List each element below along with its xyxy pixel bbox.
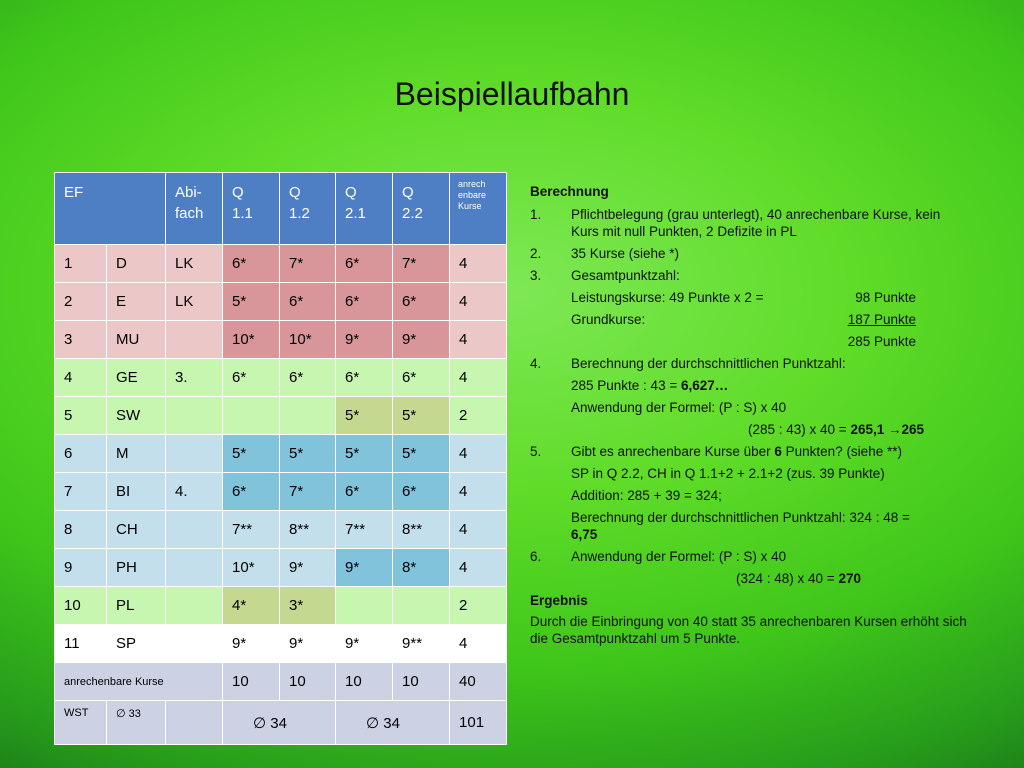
cell-abi bbox=[166, 625, 223, 663]
cell-sum: 2 bbox=[450, 587, 507, 625]
cell-nr: 2 bbox=[55, 283, 107, 321]
cell-q21: 6* bbox=[336, 359, 393, 397]
cell-q21: 9* bbox=[336, 321, 393, 359]
header-abifach: Abi- fach bbox=[166, 173, 223, 245]
cell-fach: PL bbox=[107, 587, 166, 625]
cell-fach: MU bbox=[107, 321, 166, 359]
cell-sum: 4 bbox=[450, 321, 507, 359]
calc-item-text: Pflichtbelegung (grau unterlegt), 40 anrechenbare Kurse, kein Kurs mit null Punkten, 2 Defizite in PL bbox=[571, 207, 941, 239]
cell-abi: 4. bbox=[166, 473, 223, 511]
cell-fach: CH bbox=[107, 511, 166, 549]
cell-nr: 3 bbox=[55, 321, 107, 359]
cell-fach: E bbox=[107, 283, 166, 321]
calc-text: Berechnung der durchschnittlichen Punktzahl: 324 : 48 = bbox=[571, 510, 910, 525]
calc-item-5b: Addition: 285 + 39 = 324; bbox=[571, 488, 722, 503]
cell-q21: 7** bbox=[336, 511, 393, 549]
cell-q21: 5* bbox=[336, 435, 393, 473]
cell-q11: 6* bbox=[223, 245, 280, 283]
table-row-anrechenbare bbox=[55, 663, 507, 701]
cell-q12: 3* bbox=[280, 587, 336, 625]
cell-q12: 7* bbox=[280, 245, 336, 283]
cell-q11: 5* bbox=[223, 435, 280, 473]
calc-item-4a bbox=[530, 377, 970, 394]
cell-q12: 5* bbox=[280, 435, 336, 473]
table-row bbox=[55, 625, 507, 663]
cell-q12 bbox=[280, 397, 336, 435]
calc-bold: 6,75 bbox=[571, 527, 598, 542]
calc-text: Gibt es anrechenbare Kurse über bbox=[571, 444, 775, 459]
cell-q12: 10* bbox=[280, 321, 336, 359]
calc-lk-line bbox=[530, 289, 970, 306]
calc-item-number: 3. bbox=[530, 268, 542, 283]
wst-sum: 101 bbox=[450, 701, 507, 745]
gk-value: 187 Punkte bbox=[847, 312, 916, 327]
cell-abi bbox=[166, 511, 223, 549]
wst-ef: ∅ 33 bbox=[107, 701, 166, 745]
cell-fach: GE bbox=[107, 359, 166, 397]
calc-item-5c bbox=[530, 509, 970, 543]
cell-q12: 9* bbox=[280, 625, 336, 663]
cell-sum: 4 bbox=[450, 283, 507, 321]
cell-q11: 10* bbox=[223, 549, 280, 587]
cell-q21: 6* bbox=[336, 473, 393, 511]
cell-abi: LK bbox=[166, 283, 223, 321]
cell-abi: 3. bbox=[166, 359, 223, 397]
calc-item-number: 6. bbox=[530, 549, 542, 564]
calc-item-4 bbox=[530, 355, 970, 372]
cell-q21: 6* bbox=[336, 245, 393, 283]
header-q12: Q 1.2 bbox=[280, 173, 336, 245]
cell-fach: SP bbox=[107, 625, 166, 663]
cell-q22: 9* bbox=[393, 321, 450, 359]
cell-sum: 4 bbox=[450, 435, 507, 473]
cell-q12: 6* bbox=[280, 283, 336, 321]
cell-nr: 4 bbox=[55, 359, 107, 397]
cell-fach: PH bbox=[107, 549, 166, 587]
gk-label: Grundkurse: bbox=[571, 312, 646, 327]
cell-q22: 5* bbox=[393, 397, 450, 435]
cell-q22 bbox=[393, 587, 450, 625]
header-anrechenbare: anrech enbare Kurse bbox=[450, 173, 507, 245]
calc-text: (324 : 48) x 40 = bbox=[736, 571, 839, 586]
cell-q21: 10 bbox=[336, 663, 393, 701]
cell-q21: 9* bbox=[336, 625, 393, 663]
cell-sum: 4 bbox=[450, 625, 507, 663]
calc-item-4b: Anwendung der Formel: (P : S) x 40 bbox=[571, 400, 787, 415]
cell-q12: 8** bbox=[280, 511, 336, 549]
calc-item-2 bbox=[530, 245, 970, 262]
cell-q12: 10 bbox=[280, 663, 336, 701]
cell-q11: 7** bbox=[223, 511, 280, 549]
cell-q11: 4* bbox=[223, 587, 280, 625]
cell-abi bbox=[166, 397, 223, 435]
table-row bbox=[55, 587, 507, 625]
calc-item-number: 5. bbox=[530, 444, 542, 459]
cell-q21: 9* bbox=[336, 549, 393, 587]
header-q22: Q 2.2 bbox=[393, 173, 450, 245]
cell-nr: 8 bbox=[55, 511, 107, 549]
cell-q22: 5* bbox=[393, 435, 450, 473]
cell-q21: 5* bbox=[336, 397, 393, 435]
cell-q22: 8** bbox=[393, 511, 450, 549]
cell-nr: 9 bbox=[55, 549, 107, 587]
cell-q11 bbox=[223, 397, 280, 435]
cell-q11: 6* bbox=[223, 359, 280, 397]
cell-sum: 4 bbox=[450, 511, 507, 549]
table-row bbox=[55, 283, 507, 321]
cell-q12: 6* bbox=[280, 359, 336, 397]
calc-text: Punkten? (siehe **) bbox=[781, 444, 902, 459]
cell-sum: 4 bbox=[450, 473, 507, 511]
calc-gk-line bbox=[530, 311, 970, 328]
cell-nr: 7 bbox=[55, 473, 107, 511]
calc-item-text: Anwendung der Formel: (P : S) x 40 bbox=[571, 549, 787, 564]
cell-sum: 40 bbox=[450, 663, 507, 701]
cell-q22: 9** bbox=[393, 625, 450, 663]
cell-q22: 6* bbox=[393, 473, 450, 511]
calc-item-6a bbox=[530, 570, 970, 587]
table-row bbox=[55, 473, 507, 511]
cell-nr: 5 bbox=[55, 397, 107, 435]
cell-q21: 6* bbox=[336, 283, 393, 321]
table-row bbox=[55, 359, 507, 397]
table-row-wst bbox=[55, 701, 507, 745]
calc-item-number: 4. bbox=[530, 356, 542, 371]
course-table bbox=[54, 172, 507, 745]
wst-empty bbox=[166, 701, 223, 745]
table-row bbox=[55, 549, 507, 587]
cell-fach: M bbox=[107, 435, 166, 473]
calc-bold: 270 bbox=[838, 571, 861, 586]
anrechenbare-label: anrechenbare Kurse bbox=[55, 663, 223, 701]
cell-q11: 10 bbox=[223, 663, 280, 701]
table-row bbox=[55, 511, 507, 549]
result-text: Durch die Einbringung von 40 statt 35 anrechenbaren Kursen erhöht sich die Gesamtpunktzahl um 5 Punkte. bbox=[530, 614, 967, 646]
calc-bold: 265,1 →265 bbox=[850, 422, 924, 437]
calc-text: 285 Punkte : 43 = bbox=[571, 378, 681, 393]
calc-item-6 bbox=[530, 548, 970, 565]
calc-text: (285 : 43) x 40 = bbox=[748, 422, 851, 437]
calc-heading: Berechnung bbox=[530, 184, 609, 199]
cell-abi bbox=[166, 435, 223, 473]
calc-item-3 bbox=[530, 267, 970, 284]
calc-item-4c bbox=[530, 421, 970, 438]
cell-nr: 6 bbox=[55, 435, 107, 473]
cell-q22: 10 bbox=[393, 663, 450, 701]
lk-label: Leistungskurse: 49 Punkte x 2 = bbox=[571, 290, 764, 305]
cell-fach: BI bbox=[107, 473, 166, 511]
cell-sum: 4 bbox=[450, 549, 507, 587]
wst-q2: ∅ 34 bbox=[336, 701, 450, 745]
calc-item-text: Gesamtpunktzahl: bbox=[571, 268, 680, 283]
cell-q22: 6* bbox=[393, 283, 450, 321]
cell-q22: 6* bbox=[393, 359, 450, 397]
cell-sum: 2 bbox=[450, 397, 507, 435]
cell-abi bbox=[166, 587, 223, 625]
calc-item-number: 2. bbox=[530, 246, 542, 261]
calc-item-text: Berechnung der durchschnittlichen Punktzahl: bbox=[571, 356, 846, 371]
calc-bold: 6 bbox=[774, 444, 782, 459]
calc-item-5 bbox=[530, 443, 970, 460]
cell-q12: 7* bbox=[280, 473, 336, 511]
calc-item-number: 1. bbox=[530, 207, 542, 222]
table-header-row bbox=[55, 173, 507, 245]
table-row bbox=[55, 321, 507, 359]
slide-title: Beispiellaufbahn bbox=[394, 76, 630, 112]
header-q11: Q 1.1 bbox=[223, 173, 280, 245]
cell-q11: 5* bbox=[223, 283, 280, 321]
cell-q22: 7* bbox=[393, 245, 450, 283]
calc-item-5a: SP in Q 2.2, CH in Q 1.1+2 + 2.1+2 (zus. 39 Punkte) bbox=[571, 466, 885, 481]
cell-q12: 9* bbox=[280, 549, 336, 587]
header-ef: EF bbox=[55, 173, 166, 245]
cell-sum: 4 bbox=[450, 245, 507, 283]
cell-abi: LK bbox=[166, 245, 223, 283]
calc-total-line bbox=[530, 333, 970, 350]
total-value: 285 Punkte bbox=[847, 334, 916, 349]
cell-q11: 10* bbox=[223, 321, 280, 359]
calc-item-1 bbox=[530, 206, 970, 240]
lk-value: 98 Punkte bbox=[855, 290, 916, 305]
cell-q21 bbox=[336, 587, 393, 625]
cell-nr: 11 bbox=[55, 625, 107, 663]
cell-abi bbox=[166, 549, 223, 587]
cell-fach: SW bbox=[107, 397, 166, 435]
wst-label: WST bbox=[55, 701, 107, 745]
cell-nr: 1 bbox=[55, 245, 107, 283]
table-row bbox=[55, 435, 507, 473]
calc-item-text: 35 Kurse (siehe *) bbox=[571, 246, 680, 261]
cell-sum: 4 bbox=[450, 359, 507, 397]
header-q21: Q 2.1 bbox=[336, 173, 393, 245]
cell-nr: 10 bbox=[55, 587, 107, 625]
cell-q22: 8* bbox=[393, 549, 450, 587]
result-heading: Ergebnis bbox=[530, 593, 588, 608]
cell-fach: D bbox=[107, 245, 166, 283]
cell-abi bbox=[166, 321, 223, 359]
cell-q11: 6* bbox=[223, 473, 280, 511]
calculation-panel bbox=[530, 183, 970, 647]
cell-q11: 9* bbox=[223, 625, 280, 663]
table-row bbox=[55, 397, 507, 435]
calc-bold: 6,627… bbox=[680, 378, 729, 393]
wst-q1: ∅ 34 bbox=[223, 701, 336, 745]
table-row bbox=[55, 245, 507, 283]
